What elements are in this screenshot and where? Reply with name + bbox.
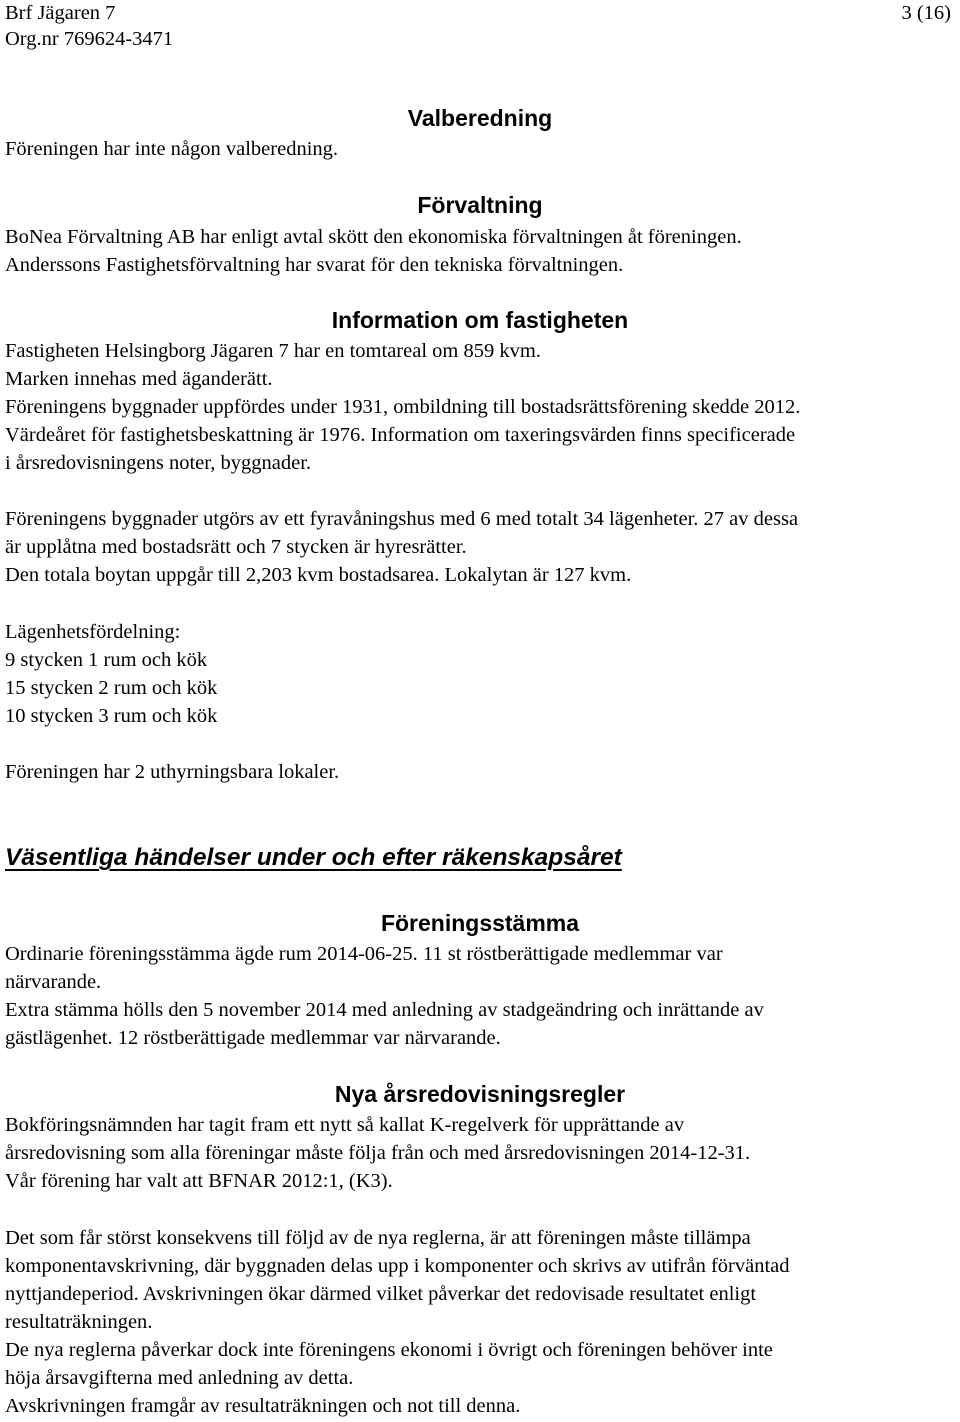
heading-valberedning: Valberedning	[407, 105, 553, 131]
text-line: är upplåtna med bostadsrätt och 7 stycken är hyresrätter.	[5, 536, 467, 558]
text-line: Föreningen har 2 uthyrningsbara lokaler.	[5, 761, 340, 783]
text-line: årsredovisning som alla föreningar måste följa från och med årsredovisningen 2014-12-31.	[5, 1142, 751, 1164]
text-line: Föreningens byggnader utgörs av ett fyravåningshus med 6 med totalt 34 lägenheter. 27 av dessa	[5, 508, 799, 530]
organization-number: Org.nr 769624-3471	[5, 28, 174, 50]
text-line: Marken innehas med äganderätt.	[5, 368, 273, 390]
text-line: resultaträkningen.	[5, 1311, 153, 1333]
text-line: Föreningen har inte någon valberedning.	[5, 138, 339, 160]
text-line: närvarande.	[5, 971, 102, 993]
text-line: höja årsavgifterna med anledning av detta.	[5, 1367, 354, 1389]
organization-name: Brf Jägaren 7	[5, 2, 116, 24]
text-line: De nya reglerna påverkar dock inte föreningens ekonomi i övrigt och föreningen behöver inte	[5, 1339, 773, 1361]
text-line: Extra stämma hölls den 5 november 2014 med anledning av stadgeändring och inrättande av	[5, 999, 764, 1021]
heading-stamma: Föreningsstämma	[380, 910, 580, 936]
text-line: nyttjandeperiod. Avskrivningen ökar därmed vilket påverkar det redovisade resultatet enligt	[5, 1283, 757, 1305]
heading-events: Väsentliga händelser under och efter räkenskapsåret	[5, 844, 622, 871]
distribution-label: Lägenhetsfördelning:	[5, 621, 181, 643]
text-line: gästlägenhet. 12 röstberättigade medlemmar var närvarande.	[5, 1027, 501, 1049]
heading-regler: Nya årsredovisningsregler	[334, 1081, 626, 1107]
heading-information: Information om fastigheten	[331, 307, 629, 333]
text-line: i årsredovisningens noter, byggnader.	[5, 452, 312, 474]
text-line: BoNea Förvaltning AB har enligt avtal skött den ekonomiska förvaltningen åt föreningen.	[5, 226, 742, 248]
text-line: Det som får störst konsekvens till följd av de nya reglerna, är att föreningen måste tillämpa	[5, 1227, 751, 1249]
list-item: 9 stycken 1 rum och kök	[5, 649, 208, 671]
text-line: Fastigheten Helsingborg Jägaren 7 har en tomtareal om 859 kvm.	[5, 340, 541, 362]
text-line: Ordinarie föreningsstämma ägde rum 2014-06-25. 11 st röstberättigade medlemmar var	[5, 943, 723, 965]
text-line: Värdeåret för fastighetsbeskattning är 1976. Information om taxeringsvärden finns specificerade	[5, 424, 796, 446]
text-line: Den totala boytan uppgår till 2,203 kvm bostadsarea. Lokalytan är 127 kvm.	[5, 564, 632, 586]
text-line: Bokföringsnämnden har tagit fram ett nytt så kallat K-regelverk för upprättande av	[5, 1114, 685, 1136]
text-line: Föreningens byggnader uppfördes under 1931, ombildning till bostadsrättsförening skedde 2012.	[5, 396, 801, 418]
text-line: Anderssons Fastighetsförvaltning har svarat för den tekniska förvaltningen.	[5, 254, 624, 276]
heading-forvaltning: Förvaltning	[417, 192, 543, 218]
page-number: 3 (16)	[901, 2, 951, 24]
text-line: komponentavskrivning, där byggnaden delas upp i komponenter och skrivs av utifrån förväntad	[5, 1255, 790, 1277]
text-line: Vår förening har valt att BFNAR 2012:1, (K3).	[5, 1170, 393, 1192]
text-line: Avskrivningen framgår av resultaträkningen och not till denna.	[5, 1395, 521, 1417]
list-item: 15 stycken 2 rum och kök	[5, 677, 218, 699]
list-item: 10 stycken 3 rum och kök	[5, 705, 218, 727]
